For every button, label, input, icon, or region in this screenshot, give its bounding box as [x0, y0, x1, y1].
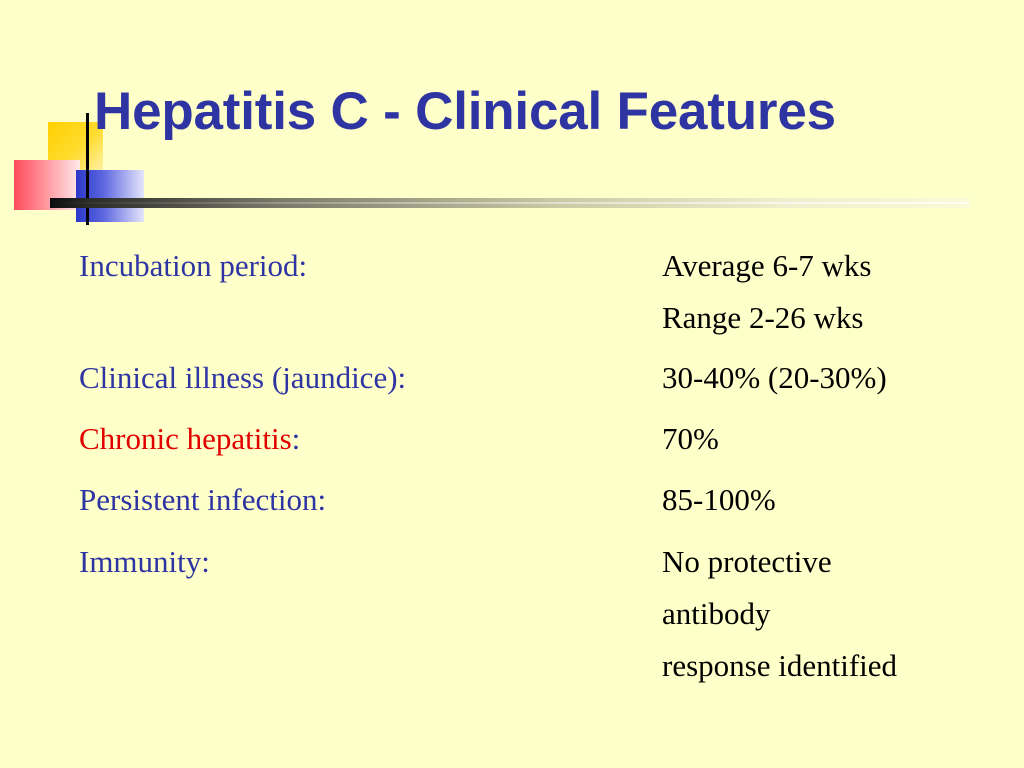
slide-title: Hepatitis C - Clinical Features — [94, 82, 836, 141]
label-colon: : — [291, 421, 301, 456]
row-value — [662, 536, 897, 692]
logo-vertical-line — [86, 113, 89, 225]
title-underline-highlight — [50, 202, 970, 204]
value-line: 85-100% — [662, 482, 776, 517]
value-line: No protective — [662, 544, 832, 579]
value-line: antibody — [662, 596, 771, 631]
row-label: Immunity: — [79, 544, 210, 579]
value-line: response identified — [662, 648, 898, 683]
row-value — [662, 413, 719, 465]
row-value — [662, 474, 776, 526]
value-line: Average 6-7 wks — [662, 248, 872, 283]
row-label: Incubation period: — [79, 248, 308, 283]
row-label: Persistent infection: — [79, 482, 327, 517]
row-value — [662, 240, 871, 344]
row-label: Clinical illness (jaundice): — [79, 360, 407, 395]
value-line: 70% — [662, 421, 719, 456]
value-line: 30-40% (20-30%) — [662, 360, 887, 395]
row-value — [662, 352, 887, 404]
highlighted-label: Chronic hepatitis — [79, 421, 292, 456]
row-label — [79, 413, 300, 465]
value-line: Range 2-26 wks — [662, 300, 864, 335]
